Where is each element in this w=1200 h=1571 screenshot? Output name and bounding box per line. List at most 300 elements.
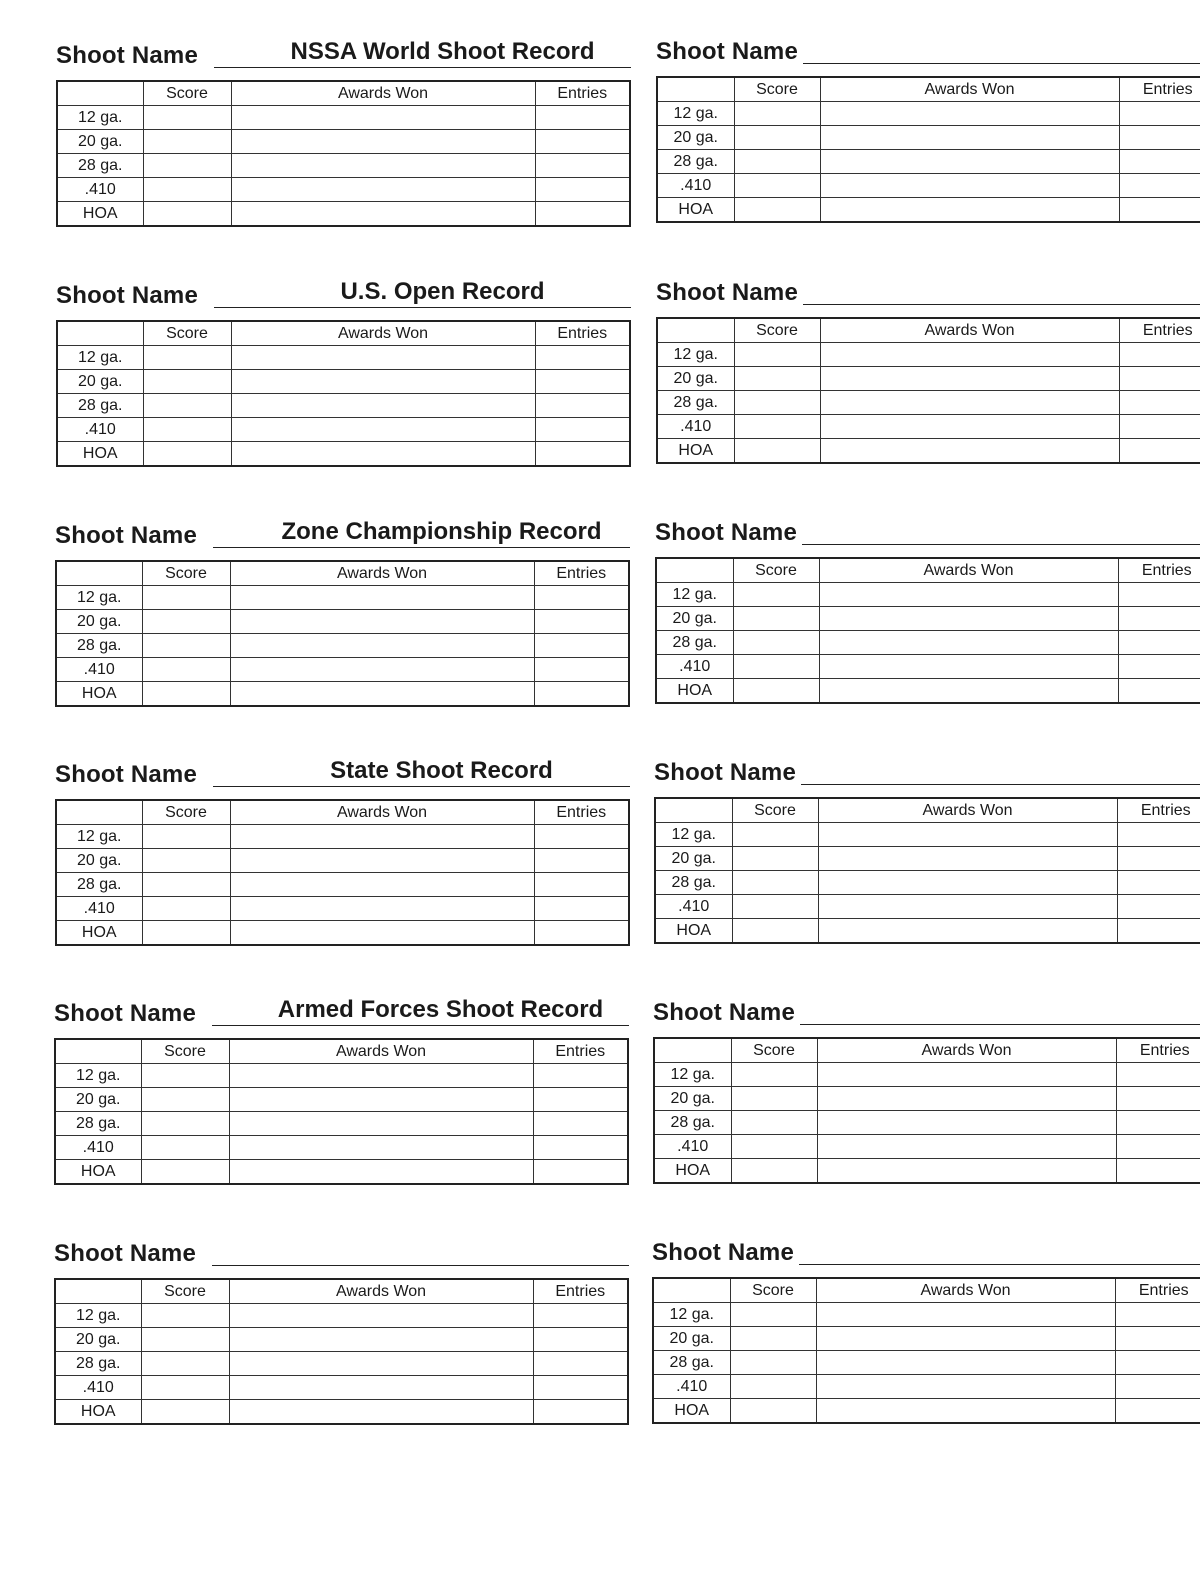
- entries-cell[interactable]: [534, 825, 629, 849]
- table-header-row: [657, 77, 1200, 102]
- awards-header: Awards Won: [229, 1279, 533, 1304]
- entries-header: Entries: [533, 1279, 628, 1304]
- table-row: [654, 1063, 1200, 1087]
- entries-cell[interactable]: [535, 202, 630, 227]
- gauge-label: 28 ga.: [653, 1351, 730, 1375]
- score-cell[interactable]: [734, 198, 820, 223]
- awards-cell[interactable]: [820, 439, 1119, 464]
- awards-cell[interactable]: [231, 418, 535, 442]
- table-row: [57, 178, 630, 202]
- gauge-label: HOA: [55, 1160, 141, 1185]
- entries-cell[interactable]: [535, 106, 630, 130]
- awards-cell[interactable]: [820, 126, 1119, 150]
- score-cell[interactable]: [734, 439, 820, 464]
- entries-cell[interactable]: [1117, 895, 1200, 919]
- score-cell[interactable]: [733, 607, 819, 631]
- entries-cell[interactable]: [534, 849, 629, 873]
- entries-cell[interactable]: [1115, 1351, 1200, 1375]
- entries-cell[interactable]: [1115, 1399, 1200, 1424]
- table-row: [57, 202, 630, 227]
- awards-cell[interactable]: [819, 655, 1118, 679]
- shoot-name-field[interactable]: [212, 1264, 629, 1266]
- table-row: [657, 198, 1200, 223]
- score-cell[interactable]: [730, 1303, 816, 1327]
- gauge-label: 20 ga.: [57, 370, 143, 394]
- awards-cell[interactable]: [230, 897, 534, 921]
- table-row: [657, 150, 1200, 174]
- entries-cell[interactable]: [534, 634, 629, 658]
- score-cell[interactable]: [142, 897, 230, 921]
- score-cell[interactable]: [731, 1063, 817, 1087]
- record-block-left-2: [56, 276, 631, 468]
- table-row: [56, 682, 629, 707]
- score-cell[interactable]: [734, 343, 820, 367]
- awards-cell[interactable]: [817, 1159, 1116, 1184]
- entries-cell[interactable]: [1116, 1135, 1200, 1159]
- awards-cell[interactable]: [230, 610, 534, 634]
- awards-cell[interactable]: [816, 1351, 1115, 1375]
- score-cell[interactable]: [143, 394, 231, 418]
- awards-cell[interactable]: [229, 1088, 533, 1112]
- entries-cell[interactable]: [1115, 1303, 1200, 1327]
- awards-cell[interactable]: [817, 1063, 1116, 1087]
- shoot-name-row: [655, 513, 1200, 549]
- score-cell[interactable]: [732, 895, 818, 919]
- shoot-name-row: [653, 993, 1200, 1029]
- awards-cell[interactable]: [230, 873, 534, 897]
- corner-cell: [653, 1278, 730, 1303]
- gauge-label: 20 ga.: [654, 1087, 731, 1111]
- score-cell[interactable]: [730, 1327, 816, 1351]
- score-cell[interactable]: [141, 1088, 229, 1112]
- awards-cell[interactable]: [820, 102, 1119, 126]
- entries-cell[interactable]: [1115, 1327, 1200, 1351]
- awards-cell[interactable]: [818, 895, 1117, 919]
- shoot-name-value: NSSA World Shoot Record: [290, 38, 595, 65]
- table-row: [55, 1088, 628, 1112]
- score-cell[interactable]: [143, 106, 231, 130]
- awards-header: Awards Won: [230, 800, 534, 825]
- awards-cell[interactable]: [231, 130, 535, 154]
- entries-cell[interactable]: [533, 1328, 628, 1352]
- awards-cell[interactable]: [230, 849, 534, 873]
- awards-cell[interactable]: [818, 847, 1117, 871]
- gauge-label: .410: [654, 1135, 731, 1159]
- awards-cell[interactable]: [230, 825, 534, 849]
- table-header-row: [55, 1039, 628, 1064]
- gauge-label: HOA: [57, 442, 143, 467]
- entries-cell[interactable]: [535, 154, 630, 178]
- gauge-label: 28 ga.: [57, 154, 143, 178]
- awards-cell[interactable]: [817, 1111, 1116, 1135]
- gauge-label: HOA: [657, 439, 734, 464]
- gauge-label: HOA: [55, 1400, 141, 1425]
- awards-cell[interactable]: [817, 1087, 1116, 1111]
- table-row: [56, 849, 629, 873]
- shoot-name-value: [252, 1264, 629, 1265]
- shoot-name-field[interactable]: [214, 38, 631, 68]
- score-header: Score: [731, 1038, 817, 1063]
- table-row: [56, 658, 629, 682]
- score-cell[interactable]: [141, 1304, 229, 1328]
- gauge-label: 12 ga.: [55, 1304, 141, 1328]
- awards-cell[interactable]: [231, 346, 535, 370]
- record-block-left-3: [55, 516, 630, 708]
- gauge-label: 28 ga.: [656, 631, 733, 655]
- table-row: [657, 439, 1200, 464]
- table-row: [655, 919, 1200, 944]
- shoot-name-field[interactable]: [214, 278, 631, 308]
- score-cell[interactable]: [143, 442, 231, 467]
- entries-cell[interactable]: [1119, 174, 1200, 198]
- entries-cell[interactable]: [534, 610, 629, 634]
- awards-cell[interactable]: [229, 1112, 533, 1136]
- table-row: [56, 897, 629, 921]
- score-cell[interactable]: [141, 1064, 229, 1088]
- entries-cell[interactable]: [533, 1352, 628, 1376]
- awards-cell[interactable]: [230, 658, 534, 682]
- entries-cell[interactable]: [1117, 871, 1200, 895]
- score-cell[interactable]: [142, 682, 230, 707]
- entries-header: Entries: [1119, 77, 1200, 102]
- shoot-name-field[interactable]: [212, 996, 629, 1026]
- score-cell[interactable]: [732, 847, 818, 871]
- score-cell[interactable]: [141, 1328, 229, 1352]
- awards-cell[interactable]: [231, 442, 535, 467]
- score-cell[interactable]: [143, 154, 231, 178]
- score-cell[interactable]: [142, 658, 230, 682]
- shoot-name-field[interactable]: [799, 1263, 1200, 1265]
- shoot-name-row: [54, 1234, 629, 1270]
- table-header-row: [653, 1278, 1200, 1303]
- entries-cell[interactable]: [533, 1304, 628, 1328]
- awards-cell[interactable]: [229, 1400, 533, 1425]
- entries-header: Entries: [534, 561, 629, 586]
- entries-cell[interactable]: [1119, 126, 1200, 150]
- score-cell[interactable]: [143, 130, 231, 154]
- awards-cell[interactable]: [820, 343, 1119, 367]
- score-cell[interactable]: [734, 391, 820, 415]
- awards-header: Awards Won: [820, 77, 1119, 102]
- awards-cell[interactable]: [819, 631, 1118, 655]
- score-cell[interactable]: [733, 679, 819, 704]
- awards-cell[interactable]: [229, 1376, 533, 1400]
- table-header-row: [655, 798, 1200, 823]
- awards-cell[interactable]: [230, 682, 534, 707]
- score-cell[interactable]: [732, 823, 818, 847]
- shoot-name-value: [841, 783, 1200, 784]
- shoot-name-field[interactable]: [803, 303, 1200, 305]
- entries-cell[interactable]: [1118, 655, 1200, 679]
- score-cell[interactable]: [142, 921, 230, 946]
- entries-cell[interactable]: [533, 1112, 628, 1136]
- awards-cell[interactable]: [230, 634, 534, 658]
- gauge-label: 20 ga.: [56, 849, 142, 873]
- score-cell[interactable]: [141, 1112, 229, 1136]
- awards-cell[interactable]: [816, 1303, 1115, 1327]
- table-row: [57, 442, 630, 467]
- awards-cell[interactable]: [816, 1399, 1115, 1424]
- entries-cell[interactable]: [533, 1376, 628, 1400]
- entries-header: Entries: [1116, 1038, 1200, 1063]
- score-cell[interactable]: [733, 655, 819, 679]
- score-cell[interactable]: [732, 871, 818, 895]
- entries-cell[interactable]: [535, 346, 630, 370]
- entries-cell[interactable]: [533, 1400, 628, 1425]
- awards-cell[interactable]: [229, 1352, 533, 1376]
- score-cell[interactable]: [143, 346, 231, 370]
- shoot-name-field[interactable]: [803, 62, 1200, 64]
- table-row: [654, 1111, 1200, 1135]
- score-cell[interactable]: [141, 1376, 229, 1400]
- awards-cell[interactable]: [231, 394, 535, 418]
- awards-cell[interactable]: [231, 370, 535, 394]
- entries-header: Entries: [1117, 798, 1200, 823]
- score-cell[interactable]: [141, 1352, 229, 1376]
- gauge-label: .410: [657, 174, 734, 198]
- awards-cell[interactable]: [818, 871, 1117, 895]
- awards-cell[interactable]: [817, 1135, 1116, 1159]
- score-cell[interactable]: [143, 202, 231, 227]
- table-row: [657, 367, 1200, 391]
- shoot-name-value: [842, 543, 1200, 544]
- entries-cell[interactable]: [534, 921, 629, 946]
- awards-cell[interactable]: [231, 106, 535, 130]
- score-cell[interactable]: [142, 849, 230, 873]
- shoot-name-field[interactable]: [801, 783, 1200, 785]
- shoot-name-label: Shoot Name: [56, 42, 199, 69]
- score-cell[interactable]: [142, 873, 230, 897]
- score-cell[interactable]: [141, 1400, 229, 1425]
- awards-cell[interactable]: [820, 391, 1119, 415]
- gauge-label: .410: [55, 1136, 141, 1160]
- awards-cell[interactable]: [820, 150, 1119, 174]
- shoot-name-row: [656, 273, 1200, 309]
- score-cell[interactable]: [734, 415, 820, 439]
- entries-cell[interactable]: [1118, 607, 1200, 631]
- score-cell[interactable]: [734, 150, 820, 174]
- entries-cell[interactable]: [533, 1136, 628, 1160]
- entries-cell[interactable]: [534, 586, 629, 610]
- record-table: [56, 320, 631, 467]
- shoot-name-label: Shoot Name: [54, 1240, 197, 1267]
- entries-cell[interactable]: [1118, 631, 1200, 655]
- shoot-name-row: [654, 753, 1200, 789]
- awards-cell[interactable]: [229, 1064, 533, 1088]
- table-row: [656, 607, 1200, 631]
- score-cell[interactable]: [143, 418, 231, 442]
- gauge-label: 20 ga.: [657, 126, 734, 150]
- score-cell[interactable]: [142, 610, 230, 634]
- entries-cell[interactable]: [1119, 150, 1200, 174]
- table-row: [56, 610, 629, 634]
- shoot-name-label: Shoot Name: [55, 761, 198, 788]
- shoot-name-field[interactable]: [802, 543, 1200, 545]
- record-table: [655, 557, 1200, 704]
- entries-cell[interactable]: [1117, 919, 1200, 944]
- table-row: [57, 106, 630, 130]
- awards-cell[interactable]: [229, 1136, 533, 1160]
- table-row: [55, 1136, 628, 1160]
- table-row: [55, 1400, 628, 1425]
- score-cell[interactable]: [143, 370, 231, 394]
- gauge-label: 12 ga.: [57, 106, 143, 130]
- corner-cell: [654, 1038, 731, 1063]
- entries-cell[interactable]: [1119, 343, 1200, 367]
- gauge-label: 12 ga.: [656, 583, 733, 607]
- entries-cell[interactable]: [535, 130, 630, 154]
- score-cell[interactable]: [143, 178, 231, 202]
- shoot-name-field[interactable]: [800, 1023, 1200, 1025]
- entries-cell[interactable]: [535, 370, 630, 394]
- gauge-label: HOA: [657, 198, 734, 223]
- table-row: [655, 871, 1200, 895]
- score-cell[interactable]: [142, 586, 230, 610]
- awards-cell[interactable]: [819, 607, 1118, 631]
- entries-cell[interactable]: [1116, 1063, 1200, 1087]
- score-cell[interactable]: [734, 102, 820, 126]
- shoot-name-label: Shoot Name: [656, 38, 799, 65]
- table-header-row: [56, 800, 629, 825]
- entries-cell[interactable]: [533, 1064, 628, 1088]
- awards-cell[interactable]: [229, 1304, 533, 1328]
- shoot-name-field[interactable]: [213, 757, 630, 787]
- score-cell[interactable]: [731, 1135, 817, 1159]
- entries-cell[interactable]: [534, 897, 629, 921]
- gauge-label: 28 ga.: [655, 871, 732, 895]
- record-table: [56, 80, 631, 227]
- entries-cell[interactable]: [534, 682, 629, 707]
- score-cell[interactable]: [731, 1087, 817, 1111]
- entries-cell[interactable]: [1116, 1159, 1200, 1184]
- score-cell[interactable]: [730, 1399, 816, 1424]
- entries-header: Entries: [1118, 558, 1200, 583]
- score-cell[interactable]: [142, 825, 230, 849]
- table-row: [656, 631, 1200, 655]
- entries-cell[interactable]: [535, 442, 630, 467]
- record-table: [653, 1037, 1200, 1184]
- corner-cell: [657, 77, 734, 102]
- entries-cell[interactable]: [1119, 367, 1200, 391]
- score-cell[interactable]: [733, 631, 819, 655]
- entries-cell[interactable]: [1118, 583, 1200, 607]
- awards-cell[interactable]: [818, 919, 1117, 944]
- awards-cell[interactable]: [816, 1375, 1115, 1399]
- entries-cell[interactable]: [1118, 679, 1200, 704]
- corner-cell: [56, 800, 142, 825]
- corner-cell: [56, 561, 142, 586]
- entries-cell[interactable]: [535, 394, 630, 418]
- entries-cell[interactable]: [1117, 823, 1200, 847]
- table-row: [654, 1159, 1200, 1184]
- entries-cell[interactable]: [533, 1160, 628, 1185]
- score-cell[interactable]: [141, 1136, 229, 1160]
- awards-cell[interactable]: [229, 1160, 533, 1185]
- gauge-label: .410: [56, 658, 142, 682]
- score-cell[interactable]: [734, 174, 820, 198]
- table-row: [56, 825, 629, 849]
- awards-cell[interactable]: [229, 1328, 533, 1352]
- entries-cell[interactable]: [1119, 391, 1200, 415]
- table-row: [55, 1112, 628, 1136]
- awards-header: Awards Won: [819, 558, 1118, 583]
- entries-cell[interactable]: [1119, 198, 1200, 223]
- entries-cell[interactable]: [1119, 102, 1200, 126]
- gauge-label: 20 ga.: [655, 847, 732, 871]
- awards-cell[interactable]: [231, 202, 535, 227]
- score-cell[interactable]: [731, 1111, 817, 1135]
- record-block-right-4: [654, 753, 1200, 945]
- entries-cell[interactable]: [1119, 415, 1200, 439]
- score-cell[interactable]: [730, 1375, 816, 1399]
- shoot-name-label: Shoot Name: [654, 759, 797, 786]
- awards-cell[interactable]: [819, 583, 1118, 607]
- awards-cell[interactable]: [231, 154, 535, 178]
- awards-header: Awards Won: [818, 798, 1117, 823]
- awards-cell[interactable]: [818, 823, 1117, 847]
- awards-header: Awards Won: [820, 318, 1119, 343]
- gauge-label: 20 ga.: [57, 130, 143, 154]
- gauge-label: 12 ga.: [653, 1303, 730, 1327]
- awards-header: Awards Won: [816, 1278, 1115, 1303]
- entries-cell[interactable]: [1117, 847, 1200, 871]
- gauge-label: 20 ga.: [55, 1328, 141, 1352]
- entries-cell[interactable]: [1116, 1111, 1200, 1135]
- score-cell[interactable]: [141, 1160, 229, 1185]
- gauge-label: HOA: [654, 1159, 731, 1184]
- record-table: [656, 317, 1200, 464]
- awards-cell[interactable]: [230, 921, 534, 946]
- awards-cell[interactable]: [820, 367, 1119, 391]
- score-header: Score: [143, 321, 231, 346]
- entries-cell[interactable]: [1115, 1375, 1200, 1399]
- gauge-label: 12 ga.: [55, 1064, 141, 1088]
- awards-cell[interactable]: [819, 679, 1118, 704]
- entries-cell[interactable]: [1116, 1087, 1200, 1111]
- entries-cell[interactable]: [535, 418, 630, 442]
- awards-cell[interactable]: [231, 178, 535, 202]
- entries-cell[interactable]: [534, 873, 629, 897]
- table-row: [57, 370, 630, 394]
- table-header-row: [57, 321, 630, 346]
- awards-cell[interactable]: [820, 415, 1119, 439]
- awards-cell[interactable]: [230, 586, 534, 610]
- score-cell[interactable]: [732, 919, 818, 944]
- awards-cell[interactable]: [816, 1327, 1115, 1351]
- shoot-name-field[interactable]: [213, 518, 630, 548]
- entries-cell[interactable]: [533, 1088, 628, 1112]
- shoot-name-value: [839, 1263, 1200, 1264]
- entries-cell[interactable]: [535, 178, 630, 202]
- entries-cell[interactable]: [534, 658, 629, 682]
- score-cell[interactable]: [733, 583, 819, 607]
- score-cell[interactable]: [734, 367, 820, 391]
- gauge-label: 20 ga.: [657, 367, 734, 391]
- gauge-label: .410: [655, 895, 732, 919]
- table-row: [653, 1303, 1200, 1327]
- gauge-label: 28 ga.: [657, 391, 734, 415]
- table-row: [656, 655, 1200, 679]
- gauge-label: HOA: [656, 679, 733, 704]
- awards-cell[interactable]: [820, 174, 1119, 198]
- score-cell[interactable]: [731, 1159, 817, 1184]
- entries-cell[interactable]: [1119, 439, 1200, 464]
- gauge-label: 12 ga.: [657, 102, 734, 126]
- score-cell[interactable]: [142, 634, 230, 658]
- score-cell[interactable]: [734, 126, 820, 150]
- score-cell[interactable]: [730, 1351, 816, 1375]
- awards-cell[interactable]: [820, 198, 1119, 223]
